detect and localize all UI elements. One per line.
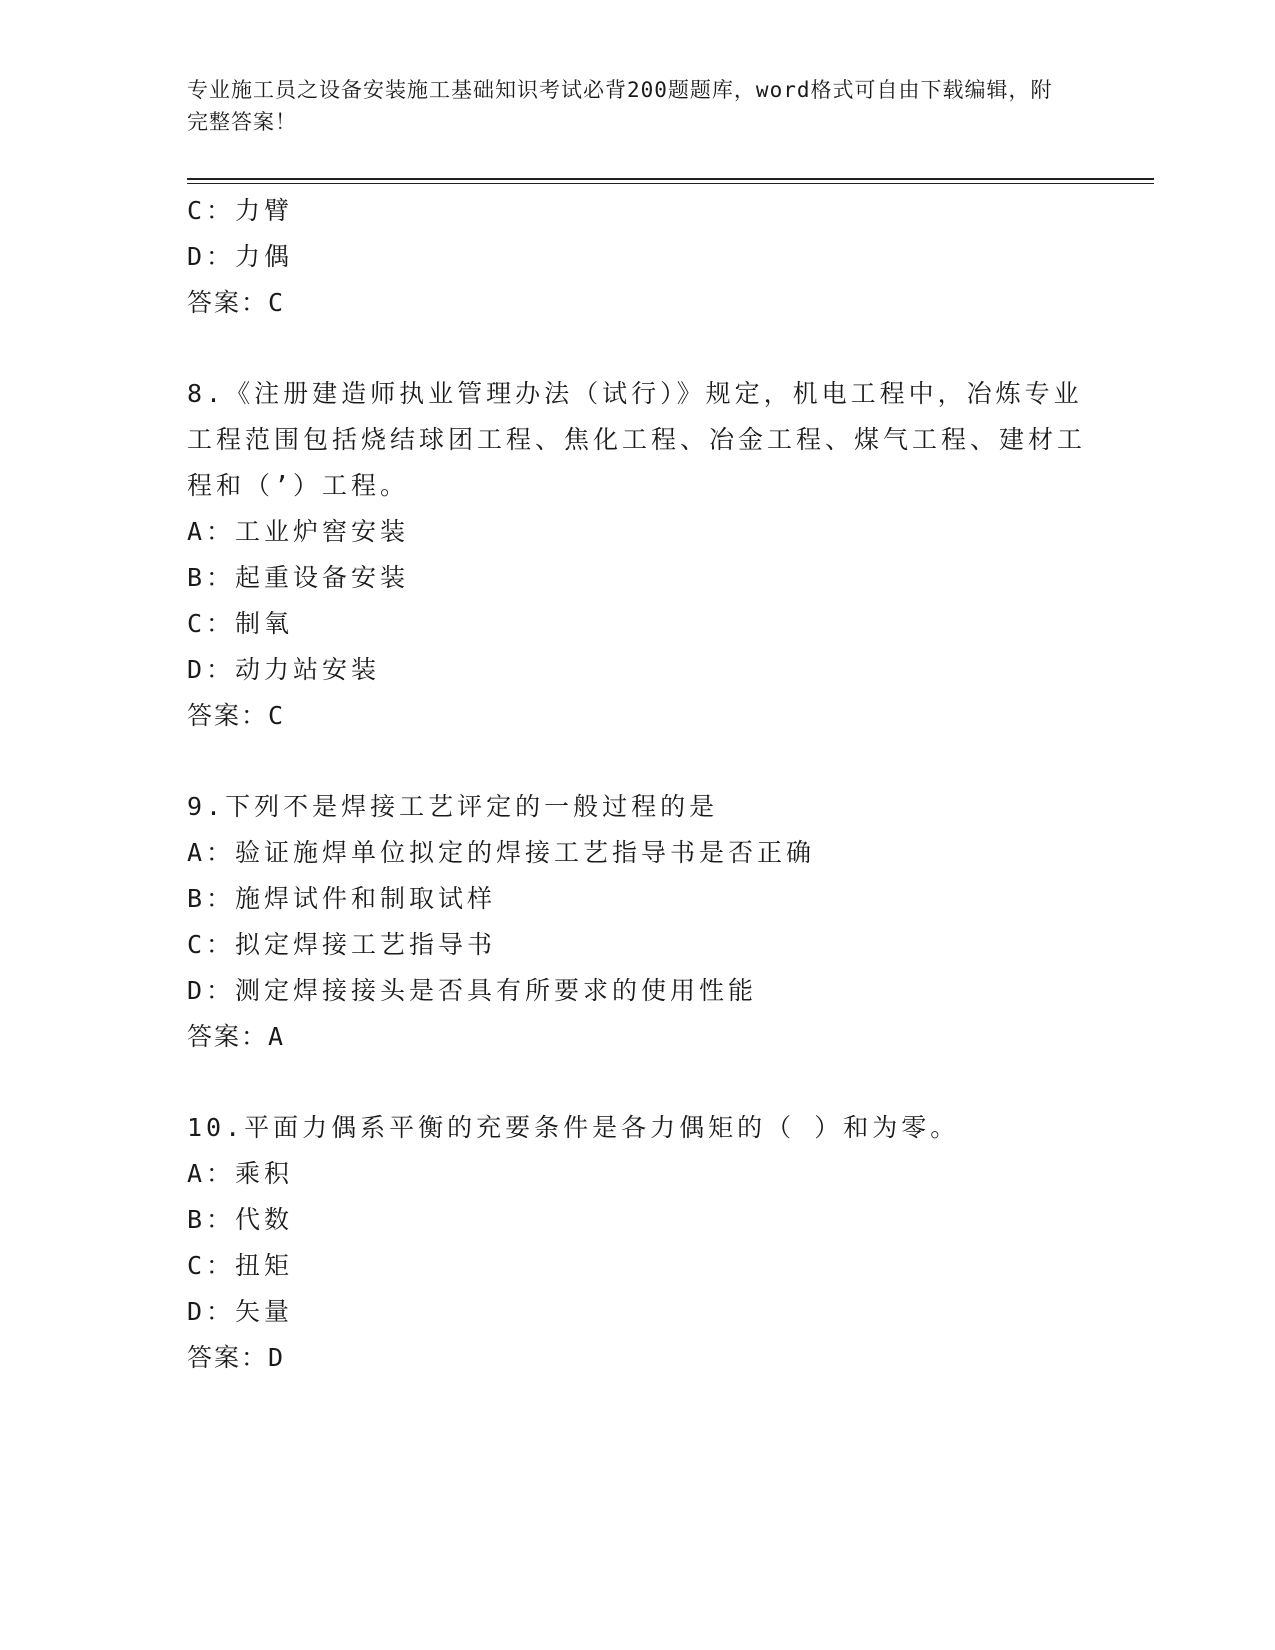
option-d: D：动力站安装 [187, 655, 381, 684]
option-b: B：施焊试件和制取试样 [187, 884, 497, 913]
question-10 [187, 1105, 1087, 1381]
header-rule-thin [187, 183, 1154, 184]
option-a: A：验证施焊单位拟定的焊接工艺指导书是否正确 [187, 838, 816, 867]
option-a: A：工业炉窖安装 [187, 517, 410, 546]
answer: 答案：C [187, 701, 286, 730]
answer: 答案：C [187, 288, 286, 317]
header-rule-thick [187, 178, 1154, 180]
option-d: D：测定焊接接头是否具有所要求的使用性能 [187, 976, 758, 1005]
question-7-continued [187, 188, 1087, 326]
option-c: C：制氧 [187, 609, 294, 638]
answer: 答案：A [187, 1022, 286, 1051]
option-c: C：扭矩 [187, 1251, 294, 1280]
question-9 [187, 784, 1087, 1060]
option-b: B：代数 [187, 1205, 294, 1234]
question-stem: 10.平面力偶系平衡的充要条件是各力偶矩的（ ）和为零。 [187, 1113, 960, 1142]
option-d: D：力偶 [187, 242, 294, 271]
option-b: B：起重设备安装 [187, 563, 410, 592]
question-8 [187, 371, 1087, 739]
question-stem: 9.下列不是焊接工艺评定的一般过程的是 [187, 792, 719, 821]
option-c: C：力臂 [187, 196, 294, 225]
header-title: 专业施工员之设备安装施工基础知识考试必背200题题库，word格式可自由下载编辑，附完整答案！ [187, 78, 1053, 134]
option-d: D：矢量 [187, 1297, 294, 1326]
answer: 答案：D [187, 1343, 286, 1372]
question-list [187, 188, 1087, 1381]
document-header [187, 74, 1067, 138]
option-a: A：乘积 [187, 1159, 294, 1188]
question-stem: 8.《注册建造师执业管理办法（试行）》规定，机电工程中，冶炼专业工程范围包括烧结球团工程、焦化工程、冶金工程、煤气工程、建材工程和（’）工程。 [187, 379, 1087, 500]
option-c: C：拟定焊接工艺指导书 [187, 930, 497, 959]
